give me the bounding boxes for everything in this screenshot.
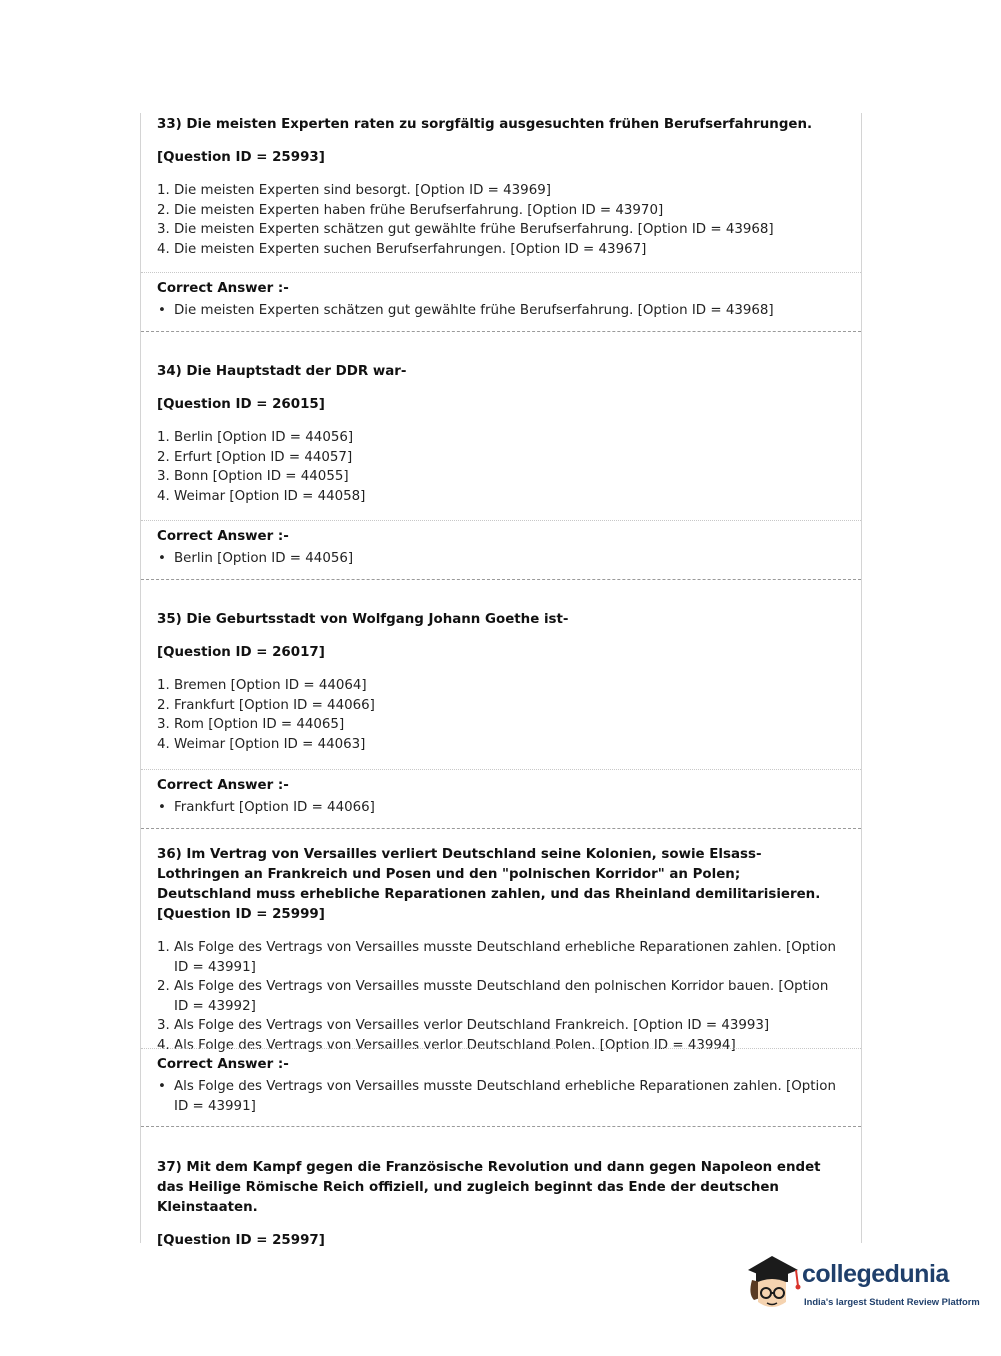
question-divider: [141, 828, 861, 829]
option-item: 4. Die meisten Experten suchen Berufserfahrungen. [Option ID = 43967]: [157, 241, 647, 257]
question-block: [141, 610, 861, 754]
question-heading: 36) Im Vertrag von Versailles verliert Deutschland seine Kolonien, sowie Elsass-Lothringen an Frankreich und Posen und den "polnischen Korridor" an Polen; Deutschland muss erhebliche Reparationen zahlen, und das Rheinland demilitarisieren. [Question ID = 25999]: [157, 847, 821, 922]
option-item: 2. Als Folge des Vertrags von Versailles musste Deutschland den polnischen Korridor bauen. [Option ID = 43992]: [157, 979, 829, 1014]
question-block: [141, 1158, 861, 1251]
correct-answer-block: [141, 1055, 861, 1116]
correct-answer-label: Correct Answer :-: [157, 529, 289, 544]
correct-answer-label: Correct Answer :-: [157, 778, 289, 793]
correct-answer: • Die meisten Experten schätzen gut gewählte frühe Berufserfahrung. [Option ID = 43968]: [158, 303, 774, 318]
question-id: [Question ID = 25997]: [157, 1233, 325, 1248]
question-block: [141, 845, 861, 1056]
options-list: [157, 428, 837, 506]
document-page: [140, 113, 862, 1248]
option-item: 1. Als Folge des Vertrags von Versailles musste Deutschland erhebliche Reparationen zahlen. [Option ID = 43991]: [157, 940, 836, 975]
correct-answer: • Frankfurt [Option ID = 44066]: [158, 800, 375, 815]
question-divider: [141, 331, 861, 332]
question-id: [Question ID = 26017]: [157, 645, 325, 660]
correct-answer: • Als Folge des Vertrags von Versailles musste Deutschland erhebliche Reparationen zahlen. [Option ID = 43991]: [158, 1079, 836, 1114]
correct-answer-block: [141, 776, 861, 818]
options-list: [157, 676, 837, 754]
correct-answer-block: [141, 527, 861, 569]
collegedunia-logo: [742, 1250, 980, 1320]
option-item: 3. Die meisten Experten schätzen gut gewählte frühe Berufserfahrung. [Option ID = 43968]: [157, 222, 774, 238]
question-heading: 37) Mit dem Kampf gegen die Französische Revolution und dann gegen Napoleon endet das Heilige Römische Reich offiziell, und zugleich beginnt das Ende der deutschen Kleinstaaten.: [157, 1160, 821, 1215]
correct-answer-block: [141, 279, 861, 321]
options-list: [157, 181, 837, 259]
correct-answer-label: Correct Answer :-: [157, 281, 289, 296]
option-item: 4. Weimar [Option ID = 44063]: [157, 736, 366, 752]
question-block: [141, 362, 861, 506]
question-heading: 35) Die Geburtsstadt von Wolfgang Johann Goethe ist-: [157, 612, 569, 627]
mascot-icon: [742, 1250, 804, 1316]
question-id: [Question ID = 25993]: [157, 150, 325, 165]
question-divider: [141, 579, 861, 580]
option-item: 4. Als Folge des Vertrags von Versailles verlor Deutschland Polen. [Option ID = 43994]: [157, 1037, 736, 1053]
question-id: [Question ID = 26015]: [157, 397, 325, 412]
divider: [141, 272, 861, 273]
question-divider: [141, 1126, 861, 1127]
option-item: 3. Als Folge des Vertrags von Versailles verlor Deutschland Frankreich. [Option ID = 43993]: [157, 1018, 770, 1034]
question-heading: 33) Die meisten Experten raten zu sorgfältig ausgesuchten frühen Berufserfahrungen.: [157, 117, 813, 132]
question-block: [141, 113, 861, 259]
option-item: 1. Bremen [Option ID = 44064]: [157, 678, 367, 693]
option-item: 2. Frankfurt [Option ID = 44066]: [157, 697, 375, 713]
divider: [141, 769, 861, 770]
logo-tagline: India's largest Student Review Platform: [804, 1296, 980, 1307]
option-item: 3. Rom [Option ID = 44065]: [157, 717, 345, 733]
divider: [141, 520, 861, 521]
option-item: 2. Die meisten Experten haben frühe Berufserfahrung. [Option ID = 43970]: [157, 202, 664, 218]
divider: [141, 1048, 861, 1049]
option-item: 2. Erfurt [Option ID = 44057]: [157, 449, 353, 465]
correct-answer: • Berlin [Option ID = 44056]: [158, 551, 354, 566]
option-item: 4. Weimar [Option ID = 44058]: [157, 488, 366, 504]
option-item: 1. Die meisten Experten sind besorgt. [Option ID = 43969]: [157, 183, 551, 198]
options-list: [157, 938, 837, 1056]
correct-answer-label: Correct Answer :-: [157, 1057, 289, 1072]
option-item: 3. Bonn [Option ID = 44055]: [157, 469, 349, 485]
logo-name: collegedunia: [802, 1260, 949, 1288]
option-item: 1. Berlin [Option ID = 44056]: [157, 430, 354, 445]
question-heading: 34) Die Hauptstadt der DDR war-: [157, 364, 407, 379]
